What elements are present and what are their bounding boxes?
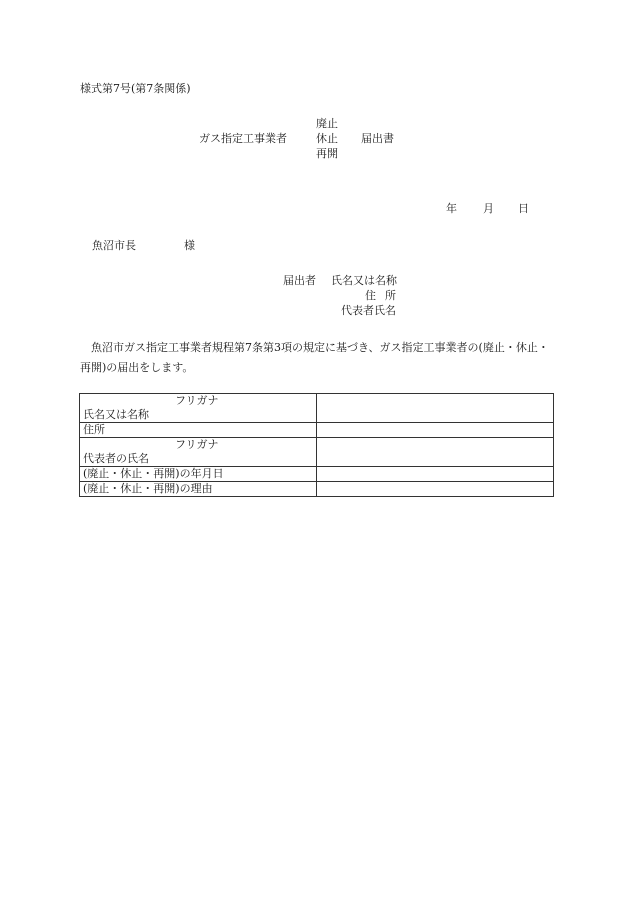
row-label: (廃止・休止・再開)の理由: [83, 482, 213, 495]
addressee-honorific: 様: [184, 239, 195, 252]
title-option-suspend: 休止: [316, 132, 338, 145]
furigana-label: フリガナ: [175, 438, 219, 451]
furigana-label: フリガナ: [175, 394, 219, 407]
date-day-label: 日: [518, 202, 529, 215]
applicant-address-label: 住所: [365, 289, 405, 302]
name-value-field[interactable]: [317, 394, 554, 423]
representative-value-field[interactable]: [317, 438, 554, 467]
row-label: 住所: [83, 423, 105, 436]
table-label-cell: [80, 423, 317, 438]
table-row: [80, 423, 554, 438]
title-option-abolish: 廃止: [316, 117, 338, 130]
table-row: [80, 467, 554, 482]
row-label: (廃止・休止・再開)の年月日: [83, 467, 224, 480]
applicant-label: 届出者: [283, 274, 316, 287]
addressee-name: 魚沼市長: [92, 239, 136, 252]
body-text: 魚沼市ガス指定工事業者規程第7条第3項の規定に基づき、ガス指定工事業者の(廃止・休止・再開)の届出をします。: [80, 341, 549, 374]
title-suffix: 届出書: [361, 132, 394, 145]
table-row: [80, 482, 554, 497]
title-prefix: ガス指定工事業者: [199, 132, 287, 145]
table-label-cell: [80, 467, 317, 482]
date-year-label: 年: [446, 202, 457, 215]
date-value-field[interactable]: [317, 467, 554, 482]
row-label: 代表者の氏名: [83, 452, 149, 465]
table-row: [80, 438, 554, 467]
info-table: [79, 393, 554, 497]
applicant-representative-label: 代表者氏名: [341, 304, 396, 317]
date-month-label: 月: [483, 202, 494, 215]
table-row: [80, 394, 554, 423]
document-title: [0, 114, 630, 164]
form-number: 様式第7号(第7条関係): [80, 82, 191, 95]
table-label-cell: [80, 438, 317, 467]
table-label-cell: [80, 394, 317, 423]
table-label-cell: [80, 482, 317, 497]
address-value-field[interactable]: [317, 423, 554, 438]
reason-value-field[interactable]: [317, 482, 554, 497]
applicant-name-label: 氏名又は名称: [331, 274, 397, 287]
row-label: 氏名又は名称: [83, 408, 149, 421]
title-option-resume: 再開: [316, 147, 338, 160]
